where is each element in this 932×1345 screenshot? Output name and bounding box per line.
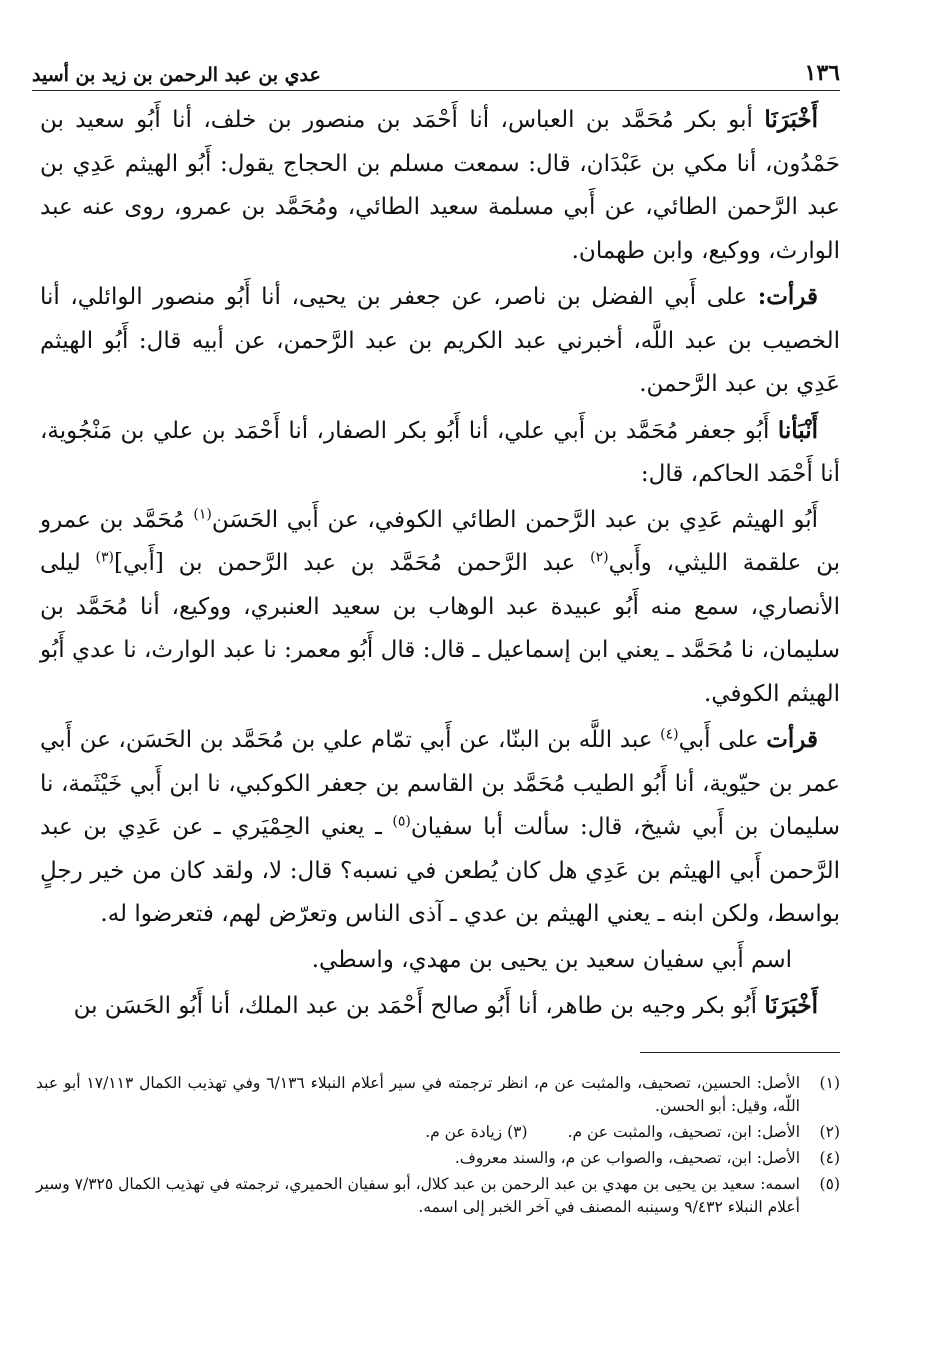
footnote-1 (36, 1072, 840, 1118)
paragraph-text: اسم أَبي سفيان سعيد بن يحيى بن مهدي، واسطي. (311, 946, 792, 973)
footnote-text: الأصل: ابن، تصحيف، والمثبت عن م. (567, 1123, 800, 1141)
paragraph-text: عبد اللَّه بن البنّا، عن أَبي تمّام علي بن مُحَمَّد بن الحَسَن، عن أَبي عمر بن حيّوية، أنا أَبُو الطيب مُحَمَّد بن القاسم بن جعفر الكوكبي، نا ابن أَبي خَيْثَمة، نا سليمان بن أَبي شيخ، قال: سألت أبا سفيان (40, 727, 840, 840)
paragraph-text: مُحَمَّد بن عمرو بن علقمة الليثي، وأَبي (40, 506, 841, 576)
footnote-ref-5[interactable]: (٥) (392, 813, 411, 830)
footnote-number: (٥) (819, 1175, 840, 1193)
paragraph-7 (40, 984, 840, 1029)
footnote-ref-3[interactable]: (٣) (95, 549, 114, 566)
paragraph-4 (40, 499, 840, 717)
paragraph-text: على أَبي الفضل بن ناصر، عن جعفر بن يحيى، أنا أَبُو منصور الوائلي، أنا الخصيب بن عبد اللَّه، أخبرني عبد الكريم بن عبد الرَّحمن، عن أبيه قال: أَبُو الهيثم عَدِي بن عبد الرَّحمن. (40, 284, 840, 397)
footnote-separator (640, 1052, 840, 1053)
footnote-row (425, 1121, 800, 1144)
footnote-number: (٣) (507, 1123, 528, 1141)
paragraph-text: عبد الرَّحمن مُحَمَّد بن عبد الرَّحمن بن [أَبي] (113, 550, 576, 576)
paragraph-2 (40, 275, 840, 407)
paragraph-text: أَبُو بكر وجيه بن طاهر، أنا أَبُو صالح أَحْمَد بن عبد الملك، أنا أَبُو الحَسَن بن (73, 993, 758, 1019)
paragraph-text: أَبُو الهيثم عَدِي بن عبد الرَّحمن الطائي الكوفي، عن أَبي الحَسَن (211, 506, 819, 533)
paragraph-text: أَبُو جعفر مُحَمَّد بن أَبي علي، أنا أَبُو بكر الصفار، أنا أَحْمَد بن علي بن مَنْجُوية، أنا أَحْمَد الحاكم، قال: (40, 417, 840, 487)
footnote-text: اسمه: سعيد بن يحيى بن مهدي بن عبد الرحمن بن عبد كلال، أبو سفيان الحميري، ترجمته في تهذيب الكمال ٧/٣٢٥ وسير أعلام النبلاء ٩/٤٣٢ وسينبه المصنف في آخر الخبر إلى اسمه. (36, 1175, 800, 1216)
footnote-4 (36, 1147, 840, 1170)
footnotes (36, 1072, 840, 1222)
footnote-ref-1[interactable]: (١) (193, 505, 212, 522)
page-header (32, 44, 840, 91)
paragraph-text: أبو بكر مُحَمَّد بن العباس، أنا أَحْمَد بن منصور بن خلف، أنا أَبُو سعيد بن حَمْدُون، أنا مكي بن عَبْدَان، قال: سمعت مسلم بن الحجاج يقول: أَبُو الهيثم عَدِي بن عبد الرَّحمن الطائي، عن أَبي مسلمة سعيد الطائي، ومُحَمَّد بن عمرو، روى عنه عبد الوارث، ووكيع، وابن طهمان. (40, 107, 840, 264)
footnote-number: (٤) (819, 1149, 840, 1167)
footnote-ref-2[interactable]: (٢) (590, 549, 609, 566)
paragraph-text: ـ يعني الحِمْيَري ـ عن عَدِي بن عبد الرَّحمن أَبي الهيثم بن عَدِي هل كان يُطعن في نسبه؟ قال: لا، ولقد كان من خير رجلٍ بواسط، ولكن ابنه ـ يعني الهيثم بن عدي ـ آذى الناس وتعرّض لهم، فتعرضوا له. (40, 814, 840, 927)
footnote-ref-4[interactable]: (٤) (660, 726, 679, 743)
paragraph-3 (40, 409, 840, 497)
footnote-5 (36, 1173, 840, 1219)
main-text (40, 98, 840, 1031)
paragraph-1 (40, 98, 840, 273)
transmission-keyword: أَخْبَرَنَا (764, 106, 819, 133)
paragraph-5 (40, 718, 840, 937)
footnote-text: زيادة عن م. (425, 1123, 503, 1141)
paragraph-text: ليلى الأنصاري، سمع منه أَبُو عبيدة عبد الوهاب بن سعيد العنبري، ووكيع، أنا مُحَمَّد بن سليمان، نا مُحَمَّد ـ يعني ابن إسماعيل ـ قال: قال أَبُو معمر: نا عبد الوارث، نا عدي أَبُو الهيثم الكوفي. (40, 550, 840, 707)
footnote-number: (٢) (819, 1123, 840, 1141)
page-number: ١٣٦ (804, 60, 840, 86)
footnote-3 (425, 1121, 527, 1144)
transmission-keyword: أَنْبَأنا (777, 416, 818, 444)
transmission-keyword: أَخْبَرَنَا (764, 992, 818, 1019)
footnote-number: (١) (819, 1074, 840, 1092)
transmission-keyword: قرأت: (757, 283, 818, 310)
footnote-text: الأصل: ابن، تصحيف، والصواب عن م، والسند معروف. (454, 1149, 800, 1167)
paragraph-text: على أَبي (678, 727, 759, 753)
running-title: عدي بن عبد الرحمن بن زيد بن أسيد (32, 64, 321, 86)
transmission-keyword: قرأت (766, 726, 818, 753)
footnote-2-3-row (36, 1121, 840, 1144)
footnote-text: الأصل: الحسين، تصحيف، والمثبت عن م، انظر ترجمته في سير أعلام النبلاء ٦/١٣٦ وفي تهذيب الكمال ١٧/١١٣ أبو عبد اللّه، وقيل: أبو الحسن. (36, 1074, 800, 1115)
paragraph-6 (40, 939, 840, 983)
